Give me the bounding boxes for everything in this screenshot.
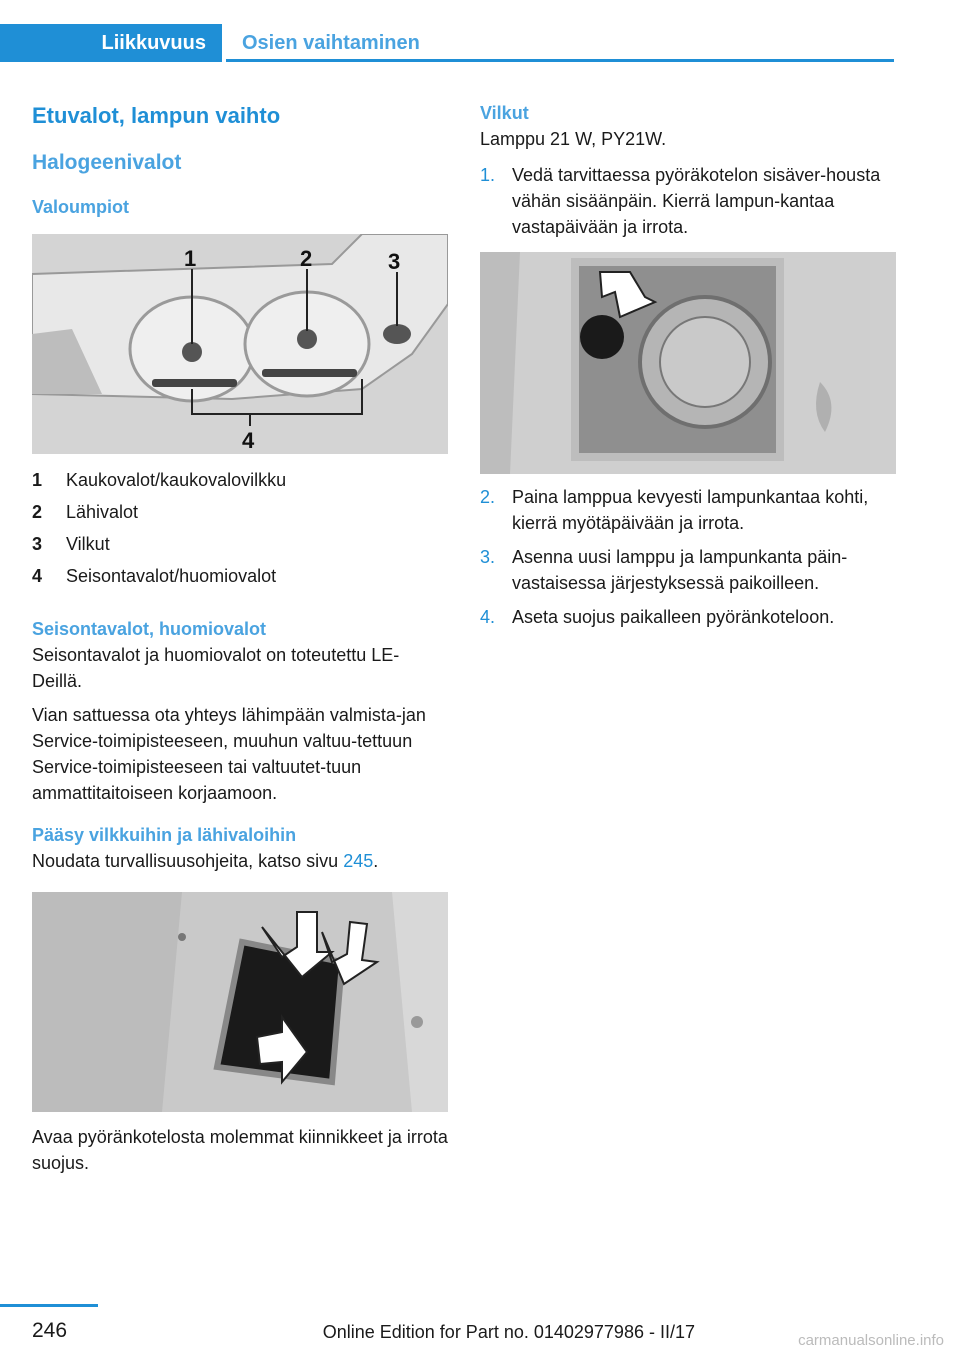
access-suffix: . (373, 851, 379, 871)
callout-1: 1 (184, 246, 197, 271)
access-text: Noudata turvallisuusohjeita, katso sivu (32, 851, 339, 871)
section-heading-valoumpiot: Valoumpiot (32, 197, 130, 217)
bulb-socket-illustration (480, 252, 896, 474)
legend-number: 2 (32, 502, 43, 522)
wheel-housing-cover-drawing (32, 892, 448, 1112)
step-item (480, 604, 896, 630)
section-subtitle: Halogeenivalot (32, 151, 182, 174)
legend-text: Vilkut (66, 534, 110, 554)
right-column (480, 100, 896, 638)
step-item (480, 544, 896, 596)
step-text: Vedä tarvittaessa pyöräkotelon sisäver‐housta vähän sisäänpäin. Kierrä lampun‐kantaa vastapäivään ja irrota. (512, 165, 881, 237)
wheel-housing-cover-illustration (32, 892, 448, 1112)
legend-item (32, 496, 448, 528)
legend-text: Lähivalot (66, 502, 139, 522)
turn-signals-heading: Vilkut (480, 103, 529, 123)
access-heading: Pääsy vilkkuihin ja lähivaloihin (32, 825, 297, 845)
legend-text: Seisontavalot/huomiovalot (66, 566, 277, 586)
step-item (480, 484, 896, 536)
tab-osien-vaihtaminen[interactable]: Osien vaihtaminen (226, 24, 894, 62)
access-paragraph (32, 848, 448, 874)
step-number: 2. (480, 487, 496, 507)
parking-lights-heading: Seisontavalot, huomiovalot (32, 619, 267, 639)
parking-lights-paragraph-1: Seisontavalot ja huomiovalot on toteutettu LE‐Deillä. (32, 645, 400, 691)
watermark: carmanualsonline.info (798, 1332, 944, 1349)
step-number: 3. (480, 547, 496, 567)
step-text: Asenna uusi lamppu ja lampunkanta päin‐vastaisessa järjestyksessä paikoilleen. (512, 547, 848, 593)
legend-number: 3 (32, 534, 43, 554)
figure-legend (32, 464, 448, 592)
steps-list-continued (480, 484, 896, 630)
step-text: Aseta suojus paikalleen pyöränkoteloon. (512, 607, 835, 627)
headlight-illustration (32, 234, 448, 454)
legend-item (32, 464, 448, 496)
footer-accent-bar (0, 1304, 98, 1307)
page-number: 246 (32, 1319, 68, 1342)
cover-instruction: Avaa pyöränkotelosta molemmat kiinnikkeet ja irrota suojus. (32, 1127, 448, 1173)
headlight-drawing (32, 234, 448, 454)
callout-2: 2 (300, 246, 313, 271)
steps-list (480, 162, 896, 240)
parking-lights-paragraph-2: Vian sattuessa ota yhteys lähimpään valmista‐jan Service-toimipisteeseen, muuhun valtuu‐tettuun Service-toimipisteeseen tai valtuutet‐tuun ammattitaitoiseen korjaamoon. (32, 705, 426, 803)
legend-text: Kaukovalot/kaukovalovilkku (66, 470, 287, 490)
step-number: 1. (480, 165, 496, 185)
tab-liikkuvuus[interactable]: Liikkuvuus (0, 24, 222, 62)
callout-4: 4 (242, 428, 255, 453)
step-text: Paina lamppua kevyesti lampunkantaa kohti, kierrä myötäpäivään ja irrota. (512, 487, 869, 533)
page-link-245[interactable]: 245 (343, 851, 374, 871)
legend-item (32, 560, 448, 592)
edition-info: Online Edition for Part no. 01402977986 - II/17 (322, 1322, 695, 1342)
left-column (32, 100, 448, 1184)
legend-number: 4 (32, 566, 43, 586)
legend-item (32, 528, 448, 560)
legend-number: 1 (32, 470, 43, 490)
callout-3: 3 (388, 249, 401, 274)
bulb-socket-drawing (480, 252, 896, 474)
step-number: 4. (480, 607, 496, 627)
bulb-spec: Lamppu 21 W, PY21W. (480, 129, 667, 149)
step-item (480, 162, 896, 240)
page-title: Etuvalot, lampun vaihto (32, 103, 281, 128)
